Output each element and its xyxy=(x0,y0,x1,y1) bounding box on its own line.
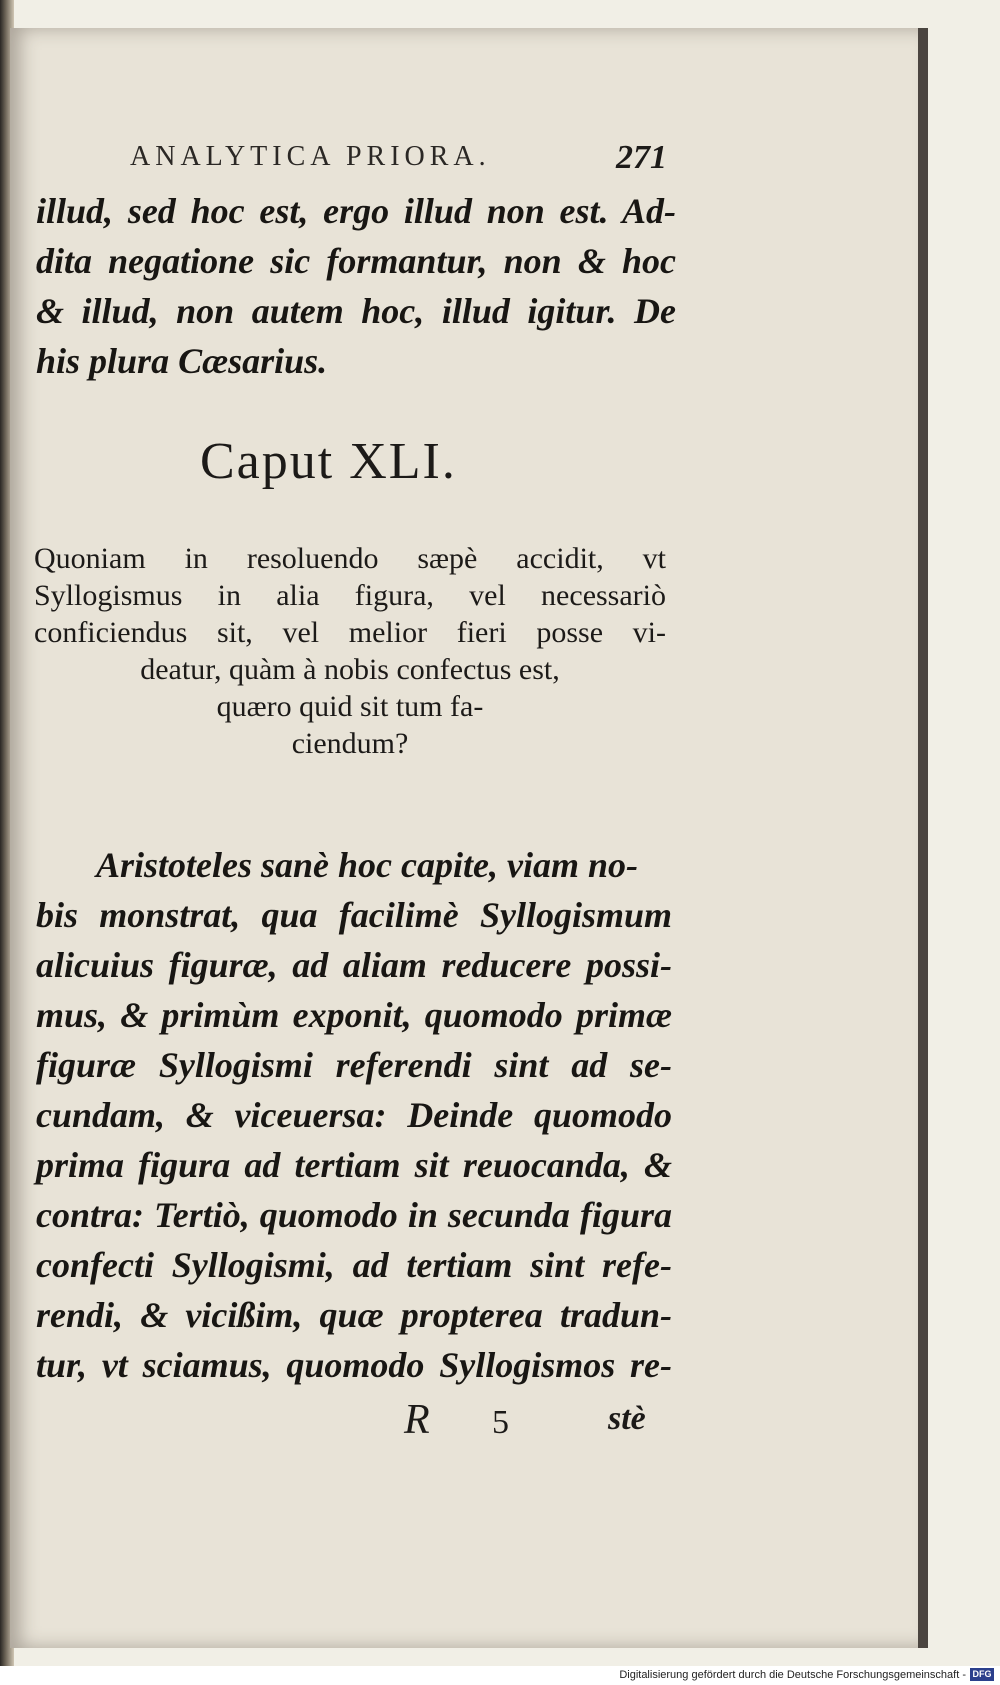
signature-number: 5 xyxy=(492,1404,509,1441)
main-paragraph-line: contra: Tertiò, quomodo in secunda figura xyxy=(36,1195,672,1235)
main-paragraph-line: mus, & primùm exponit, quomodo primæ xyxy=(36,995,672,1035)
question-line: deatur, quàm à nobis confectus est, xyxy=(140,653,560,686)
top-paragraph-line: illud, sed hoc est, ergo illud non est. Ad- xyxy=(36,191,676,231)
main-paragraph-line: cundam, & viceuersa: Deinde quomodo xyxy=(36,1095,672,1135)
dfg-logo: DFG xyxy=(970,1668,994,1681)
main-paragraph-line: prima figura ad tertiam sit reuocanda, & xyxy=(36,1145,672,1185)
chapter-heading: Caput XLI. xyxy=(200,433,457,490)
running-head-title: ANALYTICA PRIORA. xyxy=(130,141,491,172)
signature-mark: R xyxy=(404,1397,430,1443)
main-paragraph-line: bis monstrat, qua facilimè Syllogismum xyxy=(36,895,672,935)
main-paragraph-line: tur, vt sciamus, quomodo Syllogismos re- xyxy=(36,1345,672,1385)
top-paragraph-line: dita negatione sic formantur, non & hoc xyxy=(36,241,676,281)
question-line: conficiendus sit, vel melior fieri posse vi- xyxy=(34,616,666,649)
question-line: Syllogismus in alia figura, vel necessariò xyxy=(34,579,666,612)
footer-credit: Digitalisierung gefördert durch die Deutsche Forschungsgemeinschaft - xyxy=(619,1669,966,1681)
top-paragraph-line: & illud, non autem hoc, illud igitur. De xyxy=(36,291,676,331)
chapter-question xyxy=(34,540,666,762)
question-line: Quoniam in resoluendo sæpè accidit, vt xyxy=(34,542,666,575)
top-paragraph xyxy=(36,186,676,386)
question-line: quæro quid sit tum fa- xyxy=(216,690,484,723)
page-right-edge xyxy=(918,28,928,1648)
main-paragraph-line: Aristoteles sanè hoc capite, viam no- xyxy=(96,845,638,885)
catchword: stè xyxy=(608,1400,646,1437)
main-paragraph-line: rendi, & vicißim, quæ propterea tradun- xyxy=(36,1295,672,1335)
question-line: ciendum? xyxy=(291,727,409,760)
main-paragraph-line: figuræ Syllogismi referendi sint ad se- xyxy=(36,1045,672,1085)
main-paragraph xyxy=(36,840,672,1390)
page-number: 271 xyxy=(616,139,667,176)
main-paragraph-line: confecti Syllogismi, ad tertiam sint refe- xyxy=(36,1245,672,1285)
main-paragraph-line: alicuius figuræ, ad aliam reducere possi- xyxy=(36,945,672,985)
top-paragraph-line: his plura Cæsarius. xyxy=(36,341,328,381)
